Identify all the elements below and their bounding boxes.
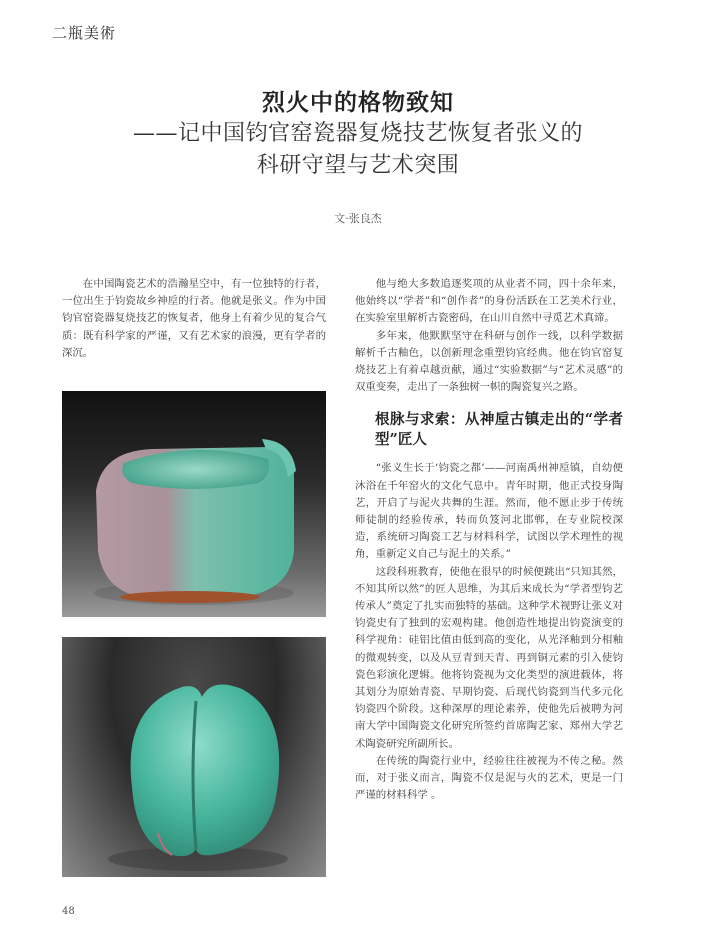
ceramic-bowl-image (62, 391, 326, 617)
body-paragraph-3: “张义生长于‘钧瓷之都’——河南禹州神垕镇，自幼便沐浴在千年窑火的文化气息中。青年时期，他正式投身陶艺，开启了与泥火共舞的生涯。然而，他不愿止步于传统师徒制的经验传承，转而负笈河北邯郸，在专业院校深造，系统研习陶瓷工艺与材料科学，试图以学术理性的视角，重新定义自己与泥土的关系。” (355, 462, 623, 561)
section-heading: 根脉与求索：从神垕古镇走出的“学者型”匠人 (375, 411, 623, 449)
ceramic-sculpture-image (62, 637, 326, 877)
author-byline: 文·张良杰 (334, 212, 382, 225)
article-title-block (0, 88, 716, 182)
magazine-masthead (52, 22, 116, 43)
ceramic-sculpture-photo (62, 637, 326, 877)
right-column (355, 276, 623, 804)
intro-paragraph: 在中国陶瓷艺术的浩瀚星空中，有一位独特的行者，一位出生于钧瓷故乡神垕的行者。他就是张义。作为中国钧官窑瓷器复烧技艺的恢复者，他身上有着少见的复合气质：既有科学家的严谨，又有艺术家的浪漫，更有学者的深沉。 (62, 278, 326, 359)
article-subtitle-line2: 科研守望与艺术突围 (256, 153, 460, 178)
body-paragraph-5: 在传统的陶瓷行业中，经验往往被视为不传之秘。然而，对于张义而言，陶瓷不仅是泥与火的艺术，更是一门严谨的材料科学 。 (355, 754, 623, 802)
article-title: 烈火中的格物致知 (262, 89, 454, 116)
ceramic-bowl-photo (62, 391, 326, 617)
page-number: 48 (62, 906, 75, 917)
masthead-text: 二瓶美術 (52, 24, 117, 42)
article-subtitle-line1: ——记中国钧官窑瓷器复烧技艺恢复者张义的 (132, 121, 583, 146)
left-column (62, 276, 326, 362)
body-paragraph-2: 多年来，他默默坚守在科研与创作一线，以科学数据解析千古釉色，以创新理念重塑钧官经典。他在钧官窑复烧技艺上有着卓越贡献，通过“实验数据”与“艺术灵感”的双重变奏，走出了一条独树一帜的陶瓷复兴之路。 (355, 329, 623, 394)
body-paragraph-4: 这段科班教育，使他在很早的时候便跳出“只知其然，不知其所以然”的匠人思维，为其后来成长为“学者型钧艺传承人”奠定了扎实而独特的基础。这种学术视野让张义对钧瓷史有了独到的宏观构建。他创造性地提出钧瓷演变的科学视角：硅铝比值由低到高的变化，从光泽釉到分相釉的微观转变，以及从豆青到天青、再到铜元素的引入使钧瓷色彩演化逻辑。他将钧瓷视为文化类型的演进载体，将其划分为原始青瓷、早期钧瓷、后现代钧瓷到当代多元化钧瓷四个阶段。这种深厚的理论素养，使他先后被聘为河南大学中国陶瓷文化研究所签约首席陶艺家、郑州大学艺术陶瓷研究所副所长。 (355, 565, 623, 750)
body-paragraph-1: 他与绝大多数追逐奖项的从业者不同，四十余年来，他始终以“学者”和“创作者”的身份活跃在工艺美术行业，在实验室里解析古瓷密码，在山川自然中寻觅艺术真谛。 (355, 278, 623, 325)
